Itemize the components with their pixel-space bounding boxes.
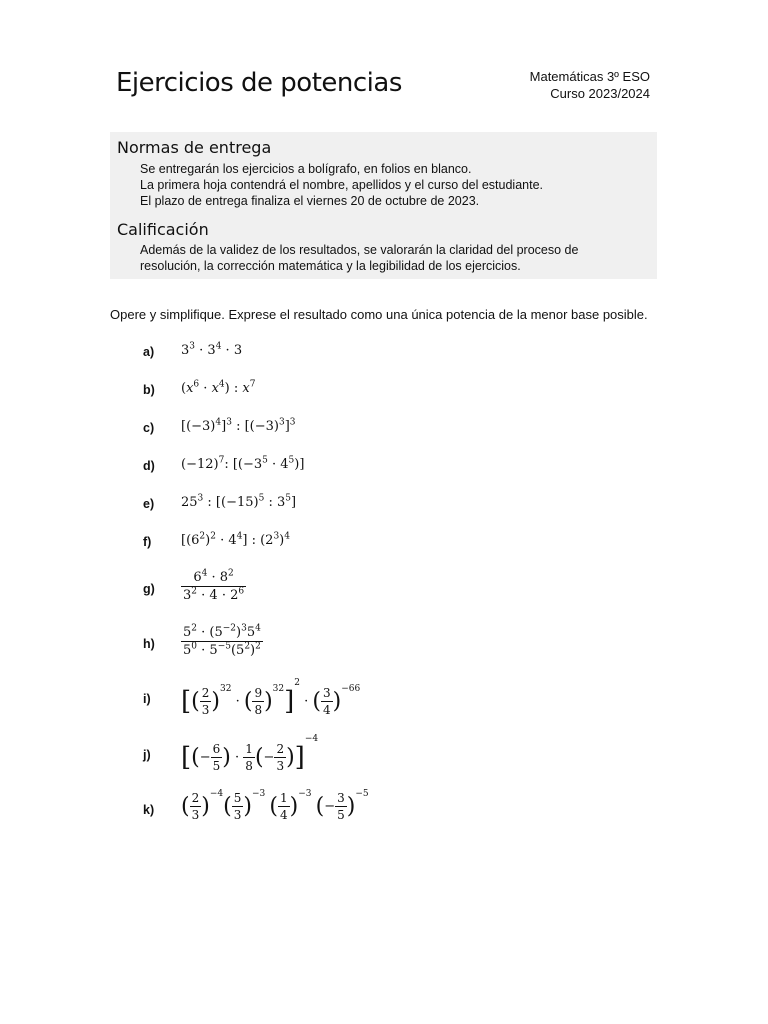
rule-line: El plazo de entrega finaliza el viernes 20 de octubre de 2023. [140, 194, 480, 208]
exercise-expression: ( $\frac{2}{3}$ )$^{-4}$( $\frac{5}{3}$ )$^{-3}$ ( $\frac{1}{4}$ )$^{-3}$ (− $\frac{3}{5}$ )$^{-5}$ [181, 789, 369, 822]
exercise-expression: $(x^6 \cdot x^4)$ : $x^7$ [181, 379, 256, 396]
grading-line: resolución, la corrección matemática y la legibilidad de los ejercicios. [140, 259, 521, 273]
exercise-expression: $\frac{6^4 \cdot 8^2}{3^2 \cdot 4 \cdot 2^6}$ [183, 568, 245, 603]
exercise-label: a) [143, 345, 155, 359]
course-year: Curso 2023/2024 [550, 86, 650, 101]
exercise-label: c) [143, 421, 155, 435]
exercise-label: j) [143, 748, 151, 762]
exercise-label: b) [143, 383, 155, 397]
rule-line: Se entregarán los ejercicios a bolígrafo, en folios en blanco. [140, 162, 472, 176]
grading-line: Además de la validez de los resultados, se valorarán la claridad del proceso de [140, 243, 579, 257]
instruction-text: Opere y simplifique. Exprese el resultado como una única potencia de la menor base posible. [110, 307, 648, 322]
page-title: Ejercicios de potencias [116, 68, 402, 98]
exercise-expression: [(− $\frac{6}{5}$ ) · $\frac{1}{8}$ (− $\frac{2}{3}$ )]$^{-4}$ [181, 734, 319, 773]
exercise-label: f) [143, 535, 152, 549]
exercise-expression: $\frac{5^2 \cdot (5^{-2})^35^4}{5^0 \cdot 5^{-5}(5^2)^2}$ [183, 623, 261, 658]
exercise-expression: $[(-3)^4]^3$ : $[(-3)^3]^3$ [181, 417, 296, 434]
exercise-expression: [( $\frac{2}{3}$ )$^{32}$ · ( $\frac{9}{8}$ )$^{32}$]$^2$ · ( $\frac{3}{4}$ )$^{-66}$ [181, 678, 361, 717]
rule-line: La primera hoja contendrá el nombre, apellidos y el curso del estudiante. [140, 178, 544, 192]
exercise-label: k) [143, 803, 155, 817]
course-subject: Matemáticas 3º ESO [529, 69, 650, 84]
exercise-label: i) [143, 692, 151, 706]
grading-text [140, 242, 578, 274]
header [116, 66, 650, 116]
exercise-label: h) [143, 637, 155, 651]
grading-heading: Calificación [117, 220, 209, 239]
exercise-label: d) [143, 459, 155, 473]
exercise-expression: $25^3$ : [$(-15)^5$ : $3^5$] [181, 493, 297, 510]
exercise-label: g) [143, 582, 155, 596]
exercise-expression: $(-12)^7$: $[(-3^5 \cdot 4^5)]$ [181, 455, 305, 472]
exercise-label: e) [143, 497, 155, 511]
delivery-rules-heading: Normas de entrega [117, 138, 272, 157]
rules-box [110, 132, 657, 279]
exercise-expression: $[(6^2)^2 \cdot 4^4]$ : $(2^3)^4$ [181, 531, 290, 548]
course-info [530, 68, 650, 102]
delivery-rules-text [140, 161, 543, 209]
exercise-expression: $3^3 \cdot 3^4 \cdot 3$ [181, 341, 243, 358]
